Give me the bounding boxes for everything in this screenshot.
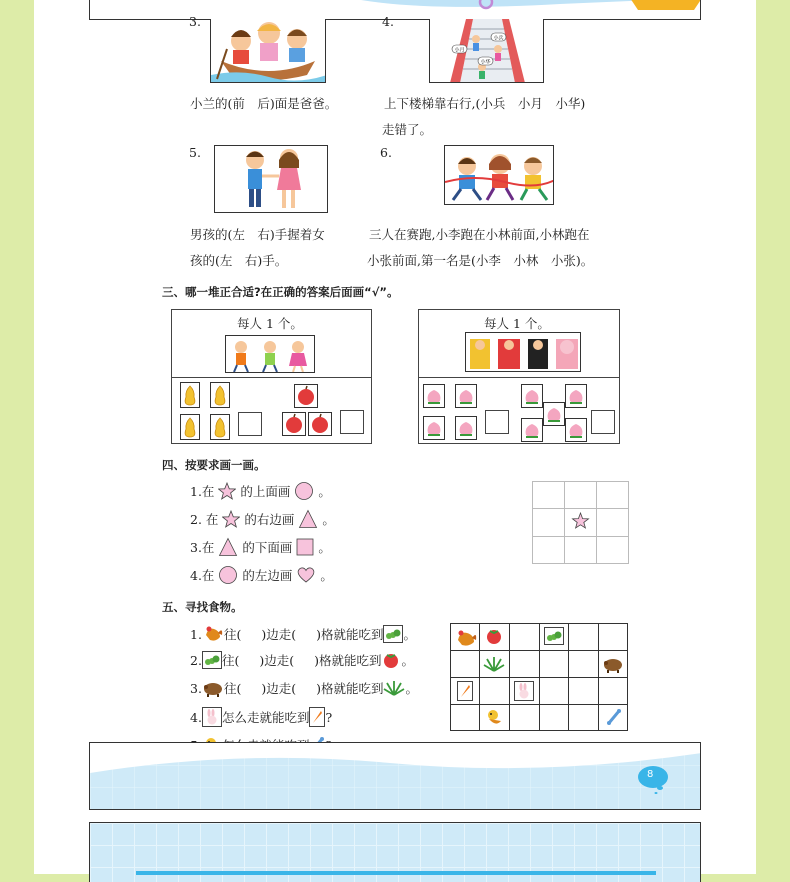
staircase-illustration (430, 19, 544, 83)
right-pile-b-peach-2 (565, 384, 587, 408)
right-pile-b-peach-3 (543, 402, 565, 426)
q2-num: 2. (190, 653, 202, 668)
right-pile-a-peach-1 (423, 384, 445, 408)
section3-left-box (171, 309, 372, 444)
left-pile-b-apple-2 (282, 412, 306, 436)
right-pile-b-peach-5 (565, 418, 587, 442)
draw-item-1-prefix: 1.在 (190, 484, 215, 499)
right-box-divider (419, 377, 619, 378)
draw-item-2-end: 。 (322, 512, 335, 527)
left-pile-b-apple-1 (294, 384, 318, 408)
sign-bot-label: 小华 (480, 59, 491, 66)
draw-item-2-middle: 的右边画 (244, 512, 295, 527)
grid-rooster-icon (458, 631, 476, 646)
draw-item-4-end: 。 (320, 568, 333, 583)
right-pile-a-peach-4 (455, 416, 477, 440)
q1-c: )格就能吃到 (316, 627, 384, 642)
q3-text: 小兰的(前 后)面是爸爸。 (190, 96, 338, 111)
left-box-divider (172, 377, 371, 378)
square-icon (296, 538, 314, 556)
right-pile-a-answer-box[interactable] (485, 410, 509, 434)
q4-text-line2: 走错了。 (382, 122, 433, 137)
q3-c: )格就能吃到 (316, 681, 384, 696)
section3-right-box (418, 309, 620, 444)
q3-b: )边走( (261, 681, 297, 696)
drawing-grid[interactable] (532, 481, 629, 564)
draw-item-3-end: 。 (318, 540, 331, 555)
draw-item-2 (190, 509, 335, 529)
boat-family-illustration (211, 19, 326, 83)
rooster-icon (202, 623, 224, 643)
grass-icon (383, 679, 405, 697)
q6-picture-frame (444, 145, 554, 205)
bottom-band-wave (90, 743, 701, 810)
grid-star-icon (573, 513, 589, 528)
grid-puppy-icon (488, 710, 501, 724)
q3-number: 3. (189, 14, 201, 29)
q2-a: 往( (221, 653, 240, 668)
q5-text-line1: 男孩的(左 右)手握着女 (190, 227, 325, 242)
bottom-band (89, 742, 701, 810)
q1-end: 。 (403, 627, 416, 642)
top-header-frame (89, 0, 701, 20)
q1-b: )边走( (261, 627, 297, 642)
draw-item-1-end: 。 (318, 484, 331, 499)
food-question-3 (190, 679, 418, 697)
q2-c: )格就能吃到 (314, 653, 382, 668)
right-box-caption: 每人 1 个。 (484, 316, 550, 331)
right-pile-b-answer-box[interactable] (591, 410, 615, 434)
draw-item-2-prefix: 2. 在 (190, 512, 219, 527)
drawing-grid-lines (532, 481, 629, 564)
next-page-bar (136, 871, 656, 875)
rabbit-icon (202, 707, 222, 727)
right-pile-b-peach-4 (521, 418, 543, 442)
q6-number: 6. (380, 145, 392, 160)
q5-text-line2: 孩的(左 右)手。 (190, 253, 288, 268)
caterpillar-icon (202, 651, 222, 669)
four-characters-illustration (466, 333, 581, 372)
left-pile-a-pear-4 (210, 414, 230, 440)
q3-end: 。 (405, 681, 418, 696)
right-pile-b-peach-1 (521, 384, 543, 408)
section5-title: 五、寻找食物。 (162, 600, 243, 614)
q4-number: 4. (382, 14, 394, 29)
star-icon (222, 510, 240, 528)
q6-text-line2: 小张前面,第一名是(小李 小林 小张)。 (367, 253, 594, 268)
draw-item-4-prefix: 4.在 (190, 568, 215, 583)
left-box-children-picture (225, 335, 315, 373)
triangle-icon (218, 537, 238, 557)
q1-a: 往( (223, 627, 242, 642)
heart-icon (296, 566, 316, 584)
left-pile-b-answer-box[interactable] (340, 410, 364, 434)
q4-text: 怎么走就能吃到 (221, 710, 310, 725)
grid-rabbit-icon (515, 682, 534, 701)
boy-girl-handshake-illustration (215, 146, 328, 213)
q4-text-line1: 上下楼梯靠右行,(小兵 小月 小华) (384, 96, 586, 111)
q3-num: 3. (190, 681, 202, 696)
section3-title: 三、哪一堆正合适?在正确的答案后面画“√”。 (162, 285, 399, 299)
right-pile-a-peach-2 (455, 384, 477, 408)
q4-picture-frame (429, 19, 544, 83)
draw-item-3-middle: 的下面画 (242, 540, 293, 555)
grid-bone-icon (607, 709, 621, 725)
circle-icon (218, 565, 238, 585)
carrot-icon (309, 707, 325, 727)
q2-end: 。 (401, 653, 414, 668)
grid-grass-icon (484, 657, 504, 671)
q6-text-line1: 三人在赛跑,小李跑在小林前面,小林跑在 (369, 227, 590, 242)
q1-num: 1. (190, 627, 202, 642)
header-decoration (90, 0, 701, 20)
tomato-icon (381, 651, 401, 669)
boar-icon (202, 679, 224, 697)
draw-item-4-middle: 的左边画 (242, 568, 293, 583)
grid-boar-icon (604, 659, 622, 673)
q3-picture-frame (210, 19, 326, 83)
right-box-characters-picture (465, 332, 581, 372)
left-pile-a-pear-1 (180, 382, 200, 408)
grid-carrot-icon (458, 682, 473, 701)
grid-tomato-icon (487, 630, 501, 644)
left-pile-a-answer-box[interactable] (238, 412, 262, 436)
food-question-4 (190, 707, 332, 727)
right-pile-a-peach-3 (423, 416, 445, 440)
draw-item-1 (190, 481, 331, 501)
q4-end: ? (325, 710, 333, 725)
worksheet-page (34, 0, 756, 874)
page-number: 8 (647, 769, 654, 780)
star-icon (218, 482, 236, 500)
left-pile-b-apple-3 (308, 412, 332, 436)
draw-item-3-prefix: 3.在 (190, 540, 215, 555)
race-runners-illustration (445, 146, 554, 205)
three-children-illustration (226, 336, 315, 373)
q2-b: )边走( (259, 653, 295, 668)
left-pile-a-pear-2 (210, 382, 230, 408)
draw-item-4 (190, 565, 333, 585)
q5-number: 5. (189, 145, 201, 160)
sign-top-label: 小月 (454, 47, 465, 54)
q4-num: 4. (190, 710, 202, 725)
left-pile-a-pear-3 (180, 414, 200, 440)
q5-picture-frame (214, 145, 328, 213)
section4-title: 四、按要求画一画。 (162, 458, 266, 472)
caterpillar-icon (383, 625, 403, 643)
circle-icon (294, 481, 314, 501)
food-question-1 (190, 623, 416, 643)
triangle-icon (298, 509, 318, 529)
grid-caterpillar-icon (545, 628, 564, 645)
draw-item-1-middle: 的上面画 (240, 484, 291, 499)
food-grid (450, 623, 628, 731)
sign-mid-label: 小兵 (493, 35, 504, 42)
next-page-band (89, 822, 701, 882)
left-box-caption: 每人 1 个。 (237, 316, 303, 331)
food-question-2 (190, 651, 414, 669)
draw-item-3 (190, 537, 331, 557)
q3-a: 往( (223, 681, 242, 696)
food-grid-lines (450, 623, 628, 731)
